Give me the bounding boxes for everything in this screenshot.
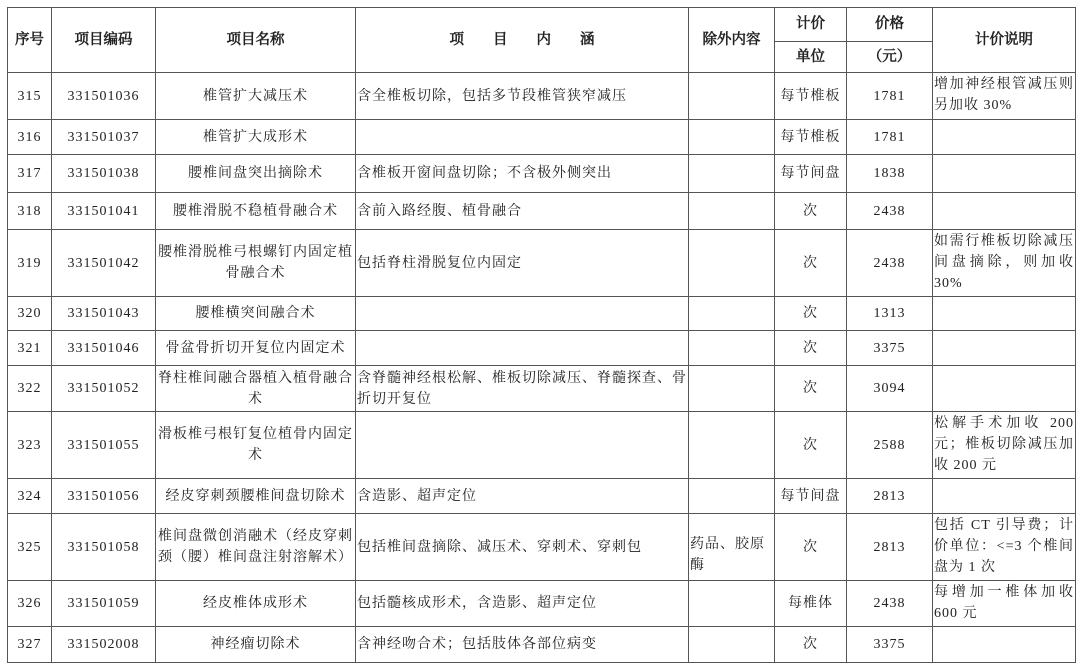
row-price: 3375 (847, 627, 933, 663)
row-note (933, 331, 1076, 366)
row-price: 3375 (847, 331, 933, 366)
row-content: 含造影、超声定位 (356, 479, 689, 514)
row-unit: 次 (775, 627, 847, 663)
price-table (7, 7, 1076, 663)
row-unit: 次 (775, 230, 847, 297)
row-unit: 每椎体 (775, 581, 847, 627)
header-name: 项目名称 (156, 8, 356, 73)
row-note (933, 120, 1076, 155)
row-code: 331501042 (52, 230, 156, 297)
row-content (356, 331, 689, 366)
row-code: 331501055 (52, 412, 156, 479)
header-note: 计价说明 (933, 8, 1076, 73)
row-unit: 次 (775, 514, 847, 581)
row-excluded (689, 627, 775, 663)
row-name: 经皮穿刺颈腰椎间盘切除术 (156, 479, 356, 514)
row-code: 331501058 (52, 514, 156, 581)
row-unit: 每节椎板 (775, 73, 847, 120)
row-code: 331501041 (52, 193, 156, 230)
row-seq: 319 (8, 230, 52, 297)
row-unit: 次 (775, 412, 847, 479)
row-content (356, 297, 689, 331)
row-unit: 每节间盘 (775, 155, 847, 193)
table-row (8, 73, 1076, 120)
row-unit: 次 (775, 331, 847, 366)
row-seq: 320 (8, 297, 52, 331)
row-unit: 次 (775, 193, 847, 230)
row-unit: 次 (775, 366, 847, 412)
row-excluded (689, 230, 775, 297)
row-seq: 321 (8, 331, 52, 366)
row-name: 腰椎滑脱椎弓根螺钉内固定植骨融合术 (156, 230, 356, 297)
table-row (8, 331, 1076, 366)
row-note (933, 193, 1076, 230)
row-seq: 315 (8, 73, 52, 120)
row-content (356, 412, 689, 479)
row-seq: 323 (8, 412, 52, 479)
row-content: 含前入路经腹、植骨融合 (356, 193, 689, 230)
row-excluded (689, 155, 775, 193)
row-content: 含神经吻合术；包括肢体各部位病变 (356, 627, 689, 663)
row-excluded: 药品、胶原酶 (689, 514, 775, 581)
header-row (8, 8, 1076, 42)
table-row (8, 627, 1076, 663)
row-price: 1838 (847, 155, 933, 193)
row-content: 含全椎板切除，包括多节段椎管狭窄减压 (356, 73, 689, 120)
row-seq: 325 (8, 514, 52, 581)
row-content: 包括髓核成形术，含造影、超声定位 (356, 581, 689, 627)
row-price: 2438 (847, 581, 933, 627)
table-row (8, 514, 1076, 581)
header-content: 项 目 内 涵 (356, 8, 689, 73)
header-price-bottom: （元） (847, 42, 933, 73)
row-price: 1781 (847, 120, 933, 155)
row-name: 经皮椎体成形术 (156, 581, 356, 627)
header-excluded: 除外内容 (689, 8, 775, 73)
row-note: 松解手术加收 200 元；椎板切除减压加收 200 元 (933, 412, 1076, 479)
row-code: 331501056 (52, 479, 156, 514)
table-row (8, 230, 1076, 297)
table-row (8, 412, 1076, 479)
row-name: 椎间盘微创消融术（经皮穿刺颈（腰）椎间盘注射溶解术） (156, 514, 356, 581)
row-note: 每增加一椎体加收 600 元 (933, 581, 1076, 627)
row-name: 骨盆骨折切开复位内固定术 (156, 331, 356, 366)
row-excluded (689, 581, 775, 627)
row-seq: 326 (8, 581, 52, 627)
row-name: 腰椎横突间融合术 (156, 297, 356, 331)
row-note (933, 155, 1076, 193)
row-price: 2813 (847, 479, 933, 514)
row-content: 包括脊柱滑脱复位内固定 (356, 230, 689, 297)
row-excluded (689, 120, 775, 155)
row-price: 2588 (847, 412, 933, 479)
row-excluded (689, 331, 775, 366)
row-excluded (689, 412, 775, 479)
row-seq: 327 (8, 627, 52, 663)
row-unit: 次 (775, 297, 847, 331)
row-code: 331501038 (52, 155, 156, 193)
row-code: 331502008 (52, 627, 156, 663)
row-price: 2813 (847, 514, 933, 581)
row-seq: 317 (8, 155, 52, 193)
table-row (8, 479, 1076, 514)
row-name: 椎管扩大成形术 (156, 120, 356, 155)
row-note: 如需行椎板切除减压间盘摘除，则加收 30% (933, 230, 1076, 297)
row-name: 椎管扩大减压术 (156, 73, 356, 120)
header-unit-top: 计价 (775, 8, 847, 42)
row-name: 脊柱椎间融合器植入植骨融合术 (156, 366, 356, 412)
row-code: 331501059 (52, 581, 156, 627)
table-row (8, 366, 1076, 412)
row-content: 含脊髓神经根松解、椎板切除减压、脊髓探查、骨折切开复位 (356, 366, 689, 412)
row-note: 增加神经根管减压则另加收 30% (933, 73, 1076, 120)
row-price: 3094 (847, 366, 933, 412)
row-excluded (689, 73, 775, 120)
header-price-top: 价格 (847, 8, 933, 42)
row-code: 331501043 (52, 297, 156, 331)
table-row (8, 193, 1076, 230)
row-price: 2438 (847, 230, 933, 297)
row-seq: 322 (8, 366, 52, 412)
row-note: 包括 CT 引导费；计价单位：<=3 个椎间盘为 1 次 (933, 514, 1076, 581)
row-note (933, 479, 1076, 514)
row-name: 腰椎间盘突出摘除术 (156, 155, 356, 193)
header-code: 项目编码 (52, 8, 156, 73)
row-seq: 318 (8, 193, 52, 230)
row-name: 滑板椎弓根钉复位植骨内固定术 (156, 412, 356, 479)
table-row (8, 120, 1076, 155)
row-unit: 每节椎板 (775, 120, 847, 155)
row-code: 331501037 (52, 120, 156, 155)
row-code: 331501046 (52, 331, 156, 366)
row-note (933, 297, 1076, 331)
row-unit: 每节间盘 (775, 479, 847, 514)
row-excluded (689, 366, 775, 412)
row-code: 331501052 (52, 366, 156, 412)
row-excluded (689, 297, 775, 331)
row-excluded (689, 479, 775, 514)
row-note (933, 627, 1076, 663)
header-seq: 序号 (8, 8, 52, 73)
row-excluded (689, 193, 775, 230)
row-price: 1781 (847, 73, 933, 120)
row-price: 2438 (847, 193, 933, 230)
table-row (8, 581, 1076, 627)
row-name: 神经瘤切除术 (156, 627, 356, 663)
row-content: 包括椎间盘摘除、减压术、穿刺术、穿刺包 (356, 514, 689, 581)
row-content: 含椎板开窗间盘切除；不含极外侧突出 (356, 155, 689, 193)
header-unit-bottom: 单位 (775, 42, 847, 73)
row-seq: 324 (8, 479, 52, 514)
row-price: 1313 (847, 297, 933, 331)
row-code: 331501036 (52, 73, 156, 120)
row-content (356, 120, 689, 155)
table-row (8, 155, 1076, 193)
row-seq: 316 (8, 120, 52, 155)
row-name: 腰椎滑脱不稳植骨融合术 (156, 193, 356, 230)
row-note (933, 366, 1076, 412)
table-row (8, 297, 1076, 331)
